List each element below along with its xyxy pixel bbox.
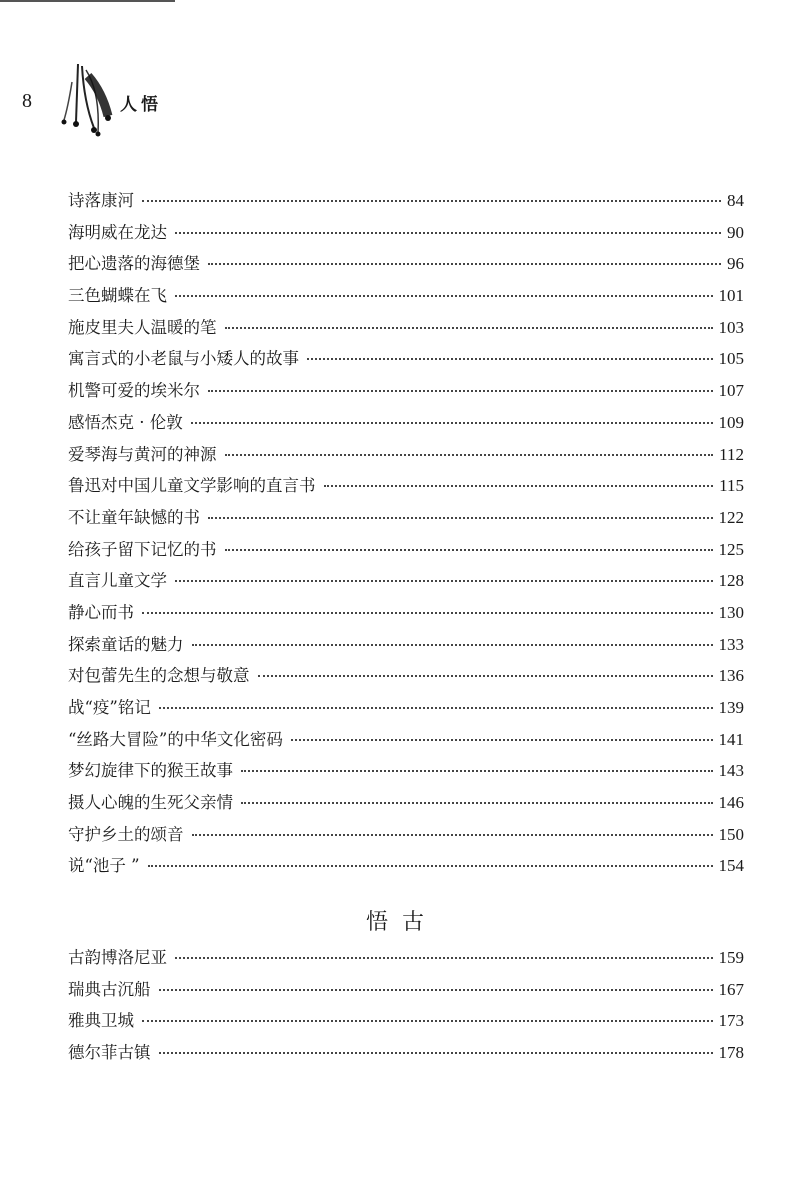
toc-entry bbox=[68, 631, 744, 663]
dot-leader bbox=[225, 327, 713, 329]
entry-page: 101 bbox=[718, 286, 744, 306]
entry-title: 梦幻旋律下的猴王故事 bbox=[68, 761, 233, 781]
entry-page: 125 bbox=[718, 539, 744, 559]
entry-page: 167 bbox=[718, 979, 744, 999]
toc-entry bbox=[68, 345, 744, 377]
toc-entry bbox=[68, 567, 744, 599]
dot-leader bbox=[175, 295, 713, 297]
dot-leader bbox=[241, 802, 713, 804]
entry-title: 静心而书 bbox=[68, 602, 134, 622]
dot-leader bbox=[175, 232, 721, 234]
dot-leader bbox=[142, 612, 713, 614]
dot-leader bbox=[175, 957, 713, 959]
entry-title: 三色蝴蝶在飞 bbox=[68, 286, 167, 306]
toc-entry bbox=[68, 757, 744, 789]
entry-page: 109 bbox=[718, 412, 744, 432]
entry-title: 寓言式的小老鼠与小矮人的故事 bbox=[68, 349, 299, 369]
dot-leader bbox=[159, 1052, 713, 1054]
dot-leader bbox=[148, 865, 713, 867]
toc-entry bbox=[68, 976, 744, 1008]
dot-leader bbox=[208, 390, 713, 392]
toc-list-section bbox=[68, 944, 744, 1071]
dot-leader bbox=[225, 549, 713, 551]
entry-page: 115 bbox=[719, 476, 744, 496]
dot-leader bbox=[159, 707, 713, 709]
toc-entry bbox=[68, 944, 744, 976]
entry-title: 把心遗落的海德堡 bbox=[68, 254, 200, 274]
dot-leader bbox=[142, 200, 721, 202]
entry-title: 不让童年缺憾的书 bbox=[68, 507, 200, 527]
dot-leader bbox=[142, 1020, 713, 1022]
toc-entry bbox=[68, 377, 744, 409]
entry-page: 130 bbox=[718, 602, 744, 622]
dot-leader bbox=[208, 263, 721, 265]
toc-list bbox=[68, 187, 744, 884]
entry-title: 瑞典古沉船 bbox=[68, 979, 151, 999]
entry-page: 159 bbox=[718, 948, 744, 967]
entry-title: 爱琴海与黄河的神源 bbox=[68, 444, 217, 464]
dot-leader bbox=[159, 989, 713, 991]
dot-leader bbox=[191, 422, 713, 424]
toc-entry bbox=[68, 441, 744, 473]
toc-entry bbox=[68, 472, 744, 504]
entry-page: 141 bbox=[718, 729, 744, 749]
entry-title: 给孩子留下记忆的书 bbox=[68, 539, 217, 559]
entry-title: 施皮里夫人温暖的笔 bbox=[68, 317, 217, 337]
toc-entry bbox=[68, 250, 744, 282]
entry-page: 139 bbox=[718, 698, 744, 717]
ink-branch-icon bbox=[58, 62, 118, 142]
top-rule bbox=[0, 0, 175, 2]
dot-leader bbox=[324, 485, 714, 487]
entry-page: 143 bbox=[718, 761, 744, 781]
entry-title: 机警可爱的埃米尔 bbox=[68, 381, 200, 401]
entry-title: 古韵博洛尼亚 bbox=[68, 948, 167, 967]
entry-title: 摄人心魄的生死父亲情 bbox=[68, 793, 233, 813]
entry-page: 84 bbox=[727, 191, 744, 210]
toc-entry bbox=[68, 789, 744, 821]
toc-entry bbox=[68, 821, 744, 853]
entry-page: 133 bbox=[718, 634, 744, 654]
entry-title: 雅典卫城 bbox=[68, 1011, 134, 1031]
toc-entry bbox=[68, 314, 744, 346]
toc-entry bbox=[68, 219, 744, 251]
page-number: 8 bbox=[22, 90, 32, 112]
entry-page: 178 bbox=[718, 1043, 744, 1063]
entry-page: 96 bbox=[727, 254, 744, 274]
entry-title: 海明威在龙达 bbox=[68, 222, 167, 242]
entry-title: 对包蕾先生的念想与敬意 bbox=[68, 666, 250, 686]
entry-page: 146 bbox=[718, 793, 744, 813]
entry-title: 守护乡土的颂音 bbox=[68, 824, 184, 844]
entry-page: 173 bbox=[718, 1011, 744, 1031]
entry-page: 154 bbox=[718, 856, 744, 876]
toc-entry bbox=[68, 662, 744, 694]
dot-leader bbox=[225, 454, 714, 456]
entry-title: 德尔菲古镇 bbox=[68, 1043, 151, 1063]
entry-page: 105 bbox=[718, 349, 744, 369]
dot-leader bbox=[307, 358, 713, 360]
running-head: 人悟 bbox=[120, 95, 162, 115]
entry-title: 说“池子 ” bbox=[68, 856, 140, 876]
entry-page: 112 bbox=[719, 444, 744, 464]
toc-entry bbox=[68, 726, 744, 758]
dot-leader bbox=[175, 580, 713, 582]
toc-entry bbox=[68, 282, 744, 314]
toc-entry bbox=[68, 409, 744, 441]
entry-title: 感悟杰克 · 伦敦 bbox=[68, 412, 183, 432]
entry-page: 90 bbox=[727, 222, 744, 242]
dot-leader bbox=[258, 675, 713, 677]
entry-page: 103 bbox=[718, 317, 744, 337]
entry-page: 136 bbox=[718, 666, 744, 686]
dot-leader bbox=[241, 770, 713, 772]
toc-entry bbox=[68, 187, 744, 219]
entry-title: 诗落康河 bbox=[68, 191, 134, 210]
dot-leader bbox=[192, 644, 713, 646]
entry-page: 107 bbox=[718, 381, 744, 401]
entry-page: 128 bbox=[718, 571, 744, 591]
entry-title: 鲁迅对中国儿童文学影响的直言书 bbox=[68, 476, 316, 496]
dot-leader bbox=[291, 739, 713, 741]
toc-entry bbox=[68, 504, 744, 536]
toc-entry bbox=[68, 1039, 744, 1071]
entry-title: 直言儿童文学 bbox=[68, 571, 167, 591]
toc-entry bbox=[68, 536, 744, 568]
entry-page: 150 bbox=[718, 824, 744, 844]
entry-title: “丝路大冒险”的中华文化密码 bbox=[68, 729, 283, 749]
entry-title: 战“疫”铭记 bbox=[68, 698, 151, 717]
toc-entry bbox=[68, 599, 744, 631]
section-heading: 悟古 bbox=[365, 910, 438, 935]
entry-title: 探索童话的魅力 bbox=[68, 634, 184, 654]
toc-entry bbox=[68, 1007, 744, 1039]
toc-entry bbox=[68, 852, 744, 884]
dot-leader bbox=[192, 834, 713, 836]
entry-page: 122 bbox=[718, 507, 744, 527]
toc-entry bbox=[68, 694, 744, 726]
dot-leader bbox=[208, 517, 713, 519]
